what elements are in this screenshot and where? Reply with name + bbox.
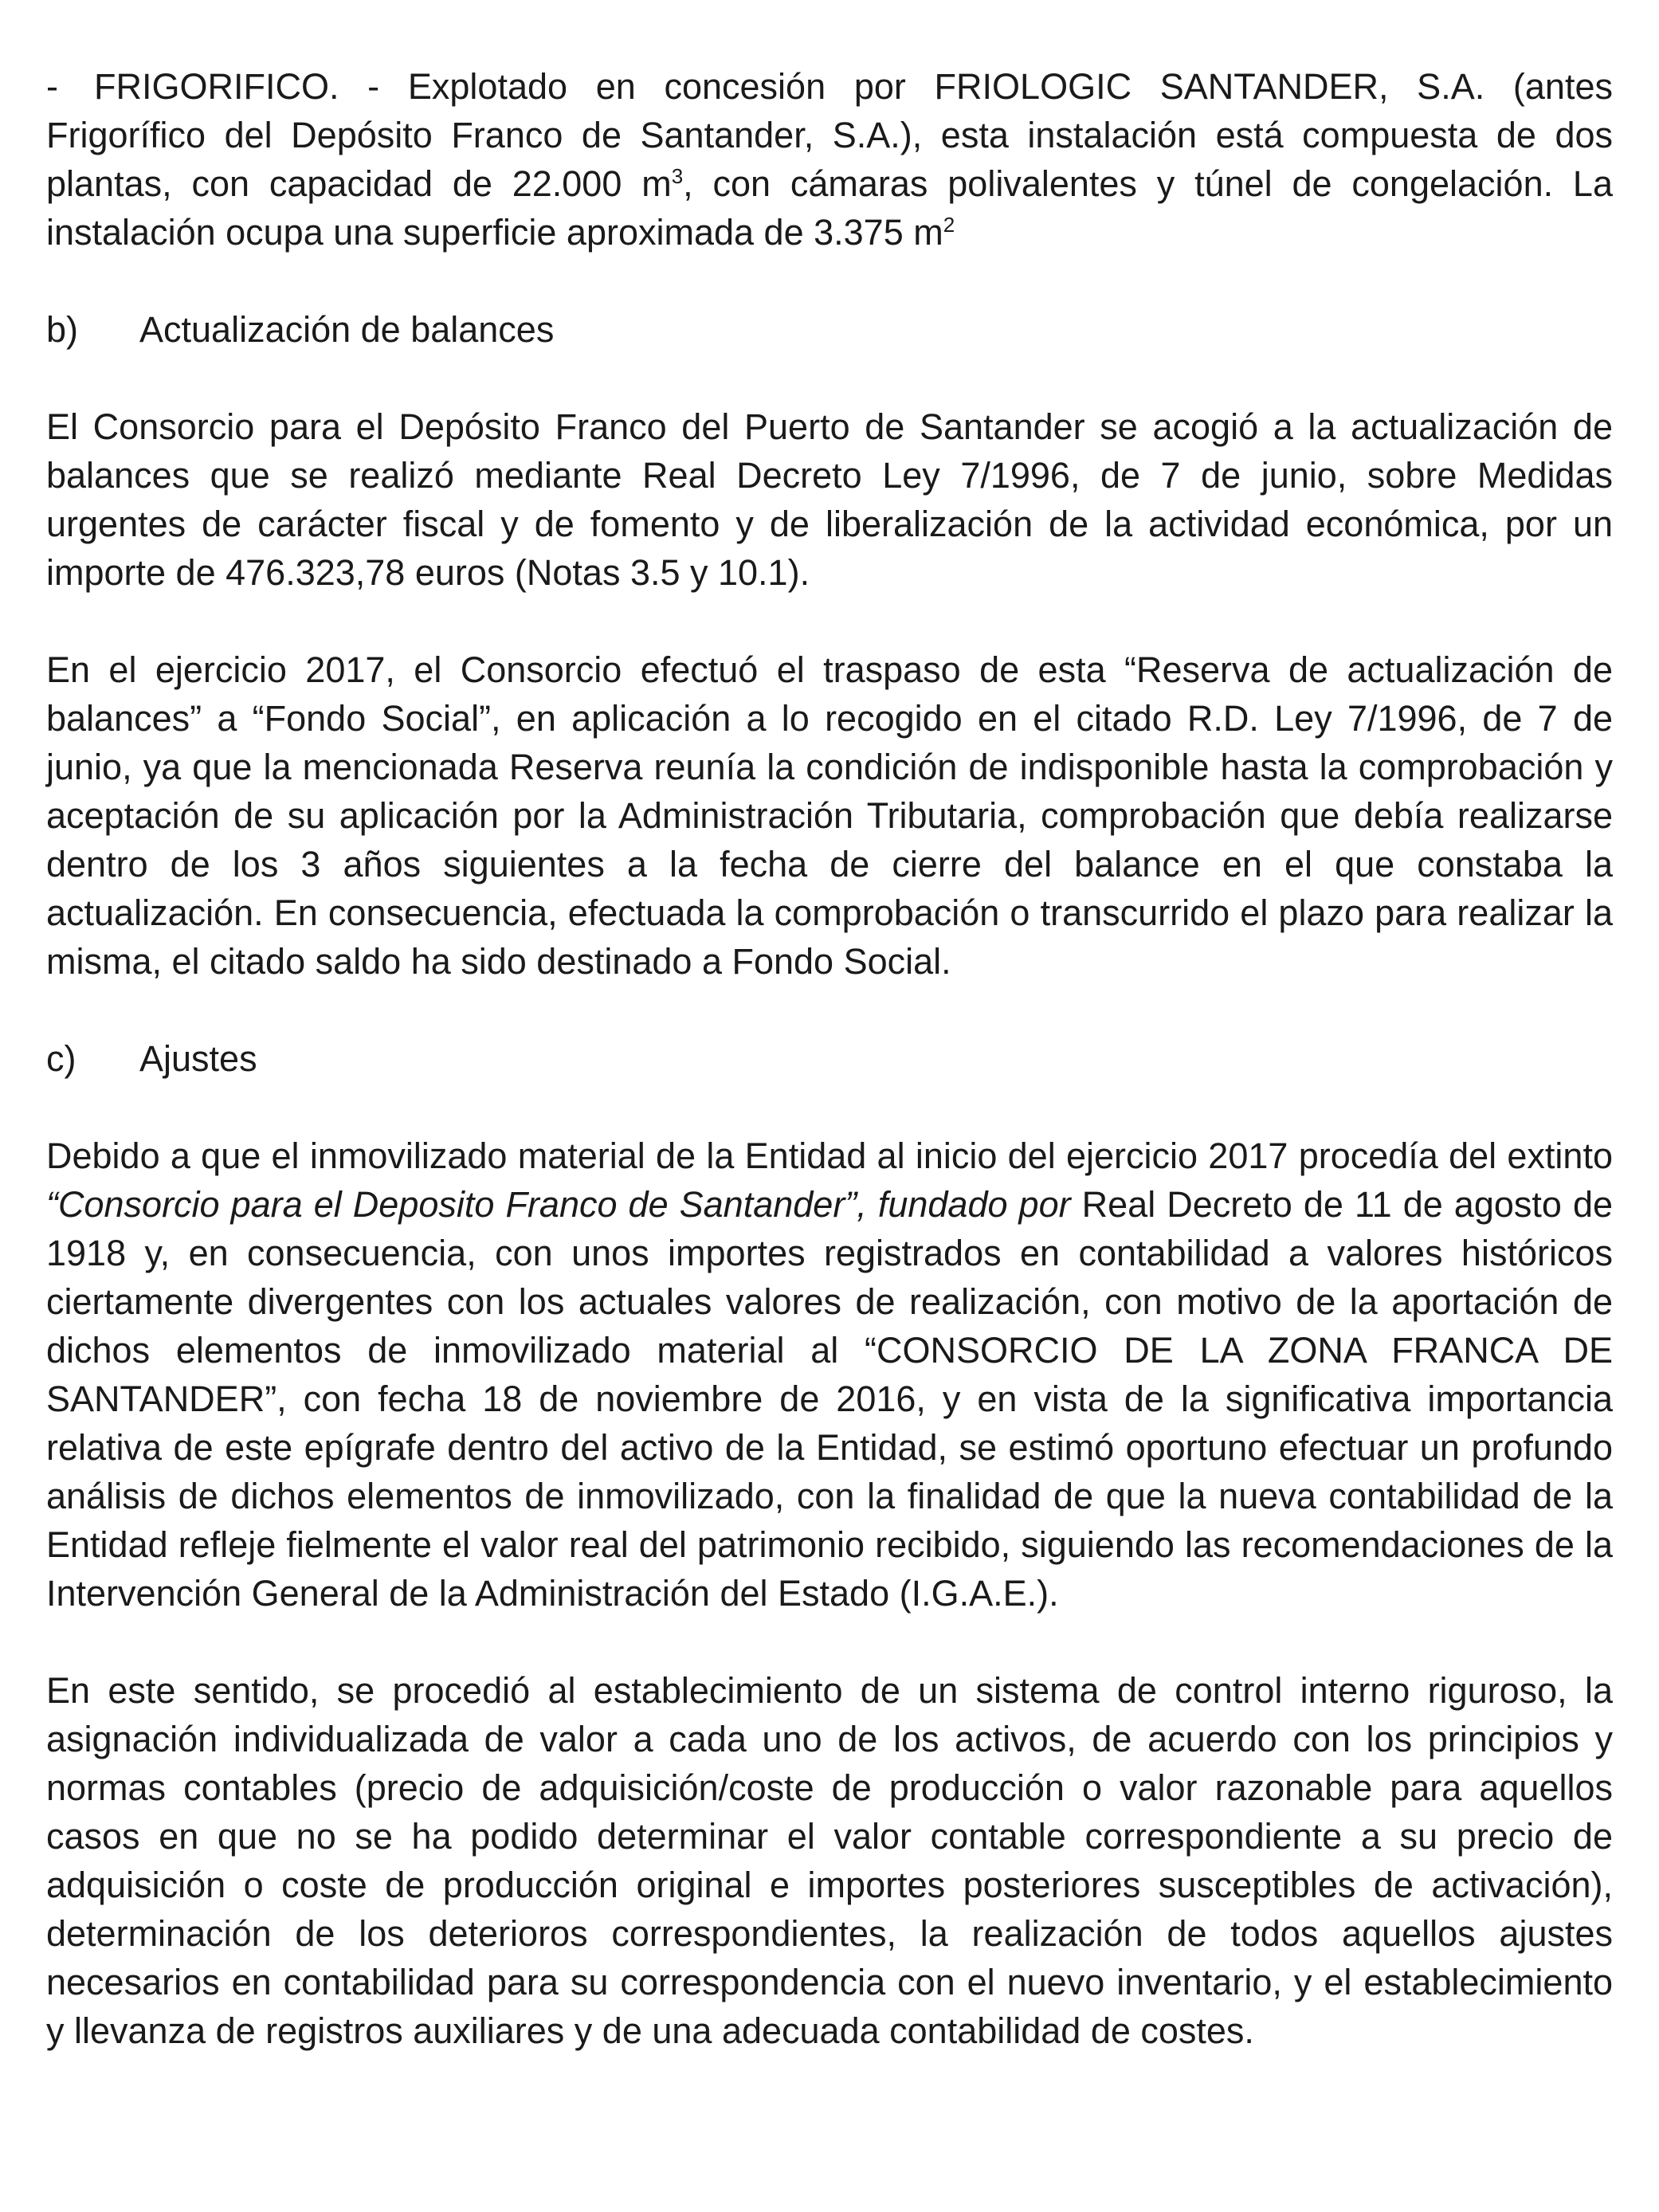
section-c-p1-end: Real Decreto de 11 de agosto de 1918 y, en consecuencia, con unos importes registrados en contabilidad a valores históricos ciertamente divergentes con los actuales valores de realización, con motivo de la aportación de dichos elementos de inmovilizado material al “CONSORCIO DE LA ZONA FRANCA DE SANTANDER”, con fecha 18 de noviembre de 2016, y en vista de la significativa importancia relativa de este epígrafe dentro del activo de la Entidad, se estimó oportuno efectuar un profundo análisis de dichos elementos de inmovilizado, con la finalidad de que la nueva contabilidad de la Entidad refleje fielmente el valor real del patrimonio recibido, siguiendo las recomendaciones de la Intervención General de la Administración del Estado (I.G.A.E.). [46,1184,1614,1614]
superscript-2: 2 [943,213,955,237]
section-b-paragraph-1: El Consorcio para el Depósito Franco del Puerto de Santander se acogió a la actualización de balances que se realizó mediante Real Decreto Ley 7/1996, de 7 de junio, sobre Medidas urgentes de carácter fiscal y de fomento y de liberalización de la actividad económica, por un importe de 476.323,78 euros (Notas 3.5 y 10.1). [46,406,1613,593]
section-c-title: Ajustes [139,1038,257,1079]
section-c-paragraph-1 [46,1131,1613,1618]
frigorifico-bullet [46,62,1613,257]
section-b-heading [46,305,1613,354]
document-page [46,62,1613,2055]
bullet-text-part-2: , con cámaras polivalentes y túnel de congelación. La instalación ocupa una superficie aproximada de 3.375 m [46,163,1613,253]
section-c-paragraph-2: En este sentido, se procedió al establecimiento de un sistema de control interno riguroso, la asignación individualizada de valor a cada uno de los activos, de acuerdo con los principios y normas contables (precio de adquisición/coste de producción o valor razonable para aquellos casos en que no se ha podido determinar el valor contable correspondiente a su precio de adquisición o coste de producción original e importes posteriores susceptibles de activación), determinación de los deterioros correspondientes, la realización de todos aquellos ajustes necesarios en contabilidad para su correspondencia con el nuevo inventario, y el establecimiento y llevanza de registros auxiliares y de una adecuada contabilidad de costes. [46,1670,1613,2051]
section-c-letter: c) [46,1038,76,1079]
section-c-p1-start: Debido a que el inmovilizado material de la Entidad al inicio del ejercicio 2017 procedía del extinto [46,1135,1613,1176]
superscript-3: 3 [671,164,684,188]
bullet-dash: - [46,66,58,107]
section-b-letter: b) [46,309,79,350]
section-b-title: Actualización de balances [139,309,555,350]
section-c-heading [46,1034,1613,1083]
bullet-text-part-1: FRIGORIFICO. - Explotado en concesión por FRIOLOGIC SANTANDER, S.A. (antes Frigorífico del Depósito Franco de Santander, S.A.), esta instalación está compuesta de dos plantas, con capacidad de 22.000 m [46,66,1613,204]
section-c-p1-italic: “Consorcio para el Deposito Franco de Santander”, fundado por [46,1184,1071,1225]
section-b-paragraph-2: En el ejercicio 2017, el Consorcio efectuó el traspaso de esta “Reserva de actualización de balances” a “Fondo Social”, en aplicación a lo recogido en el citado R.D. Ley 7/1996, de 7 de junio, ya que la mencionada Reserva reunía la condición de indisponible hasta la comprobación y aceptación de su aplicación por la Administración Tributaria, comprobación que debía realizarse dentro de los 3 años siguientes a la fecha de cierre del balance en el que constaba la actualización. En consecuencia, efectuada la comprobación o transcurrido el plazo para realizar la misma, el citado saldo ha sido destinado a Fondo Social. [46,649,1613,982]
